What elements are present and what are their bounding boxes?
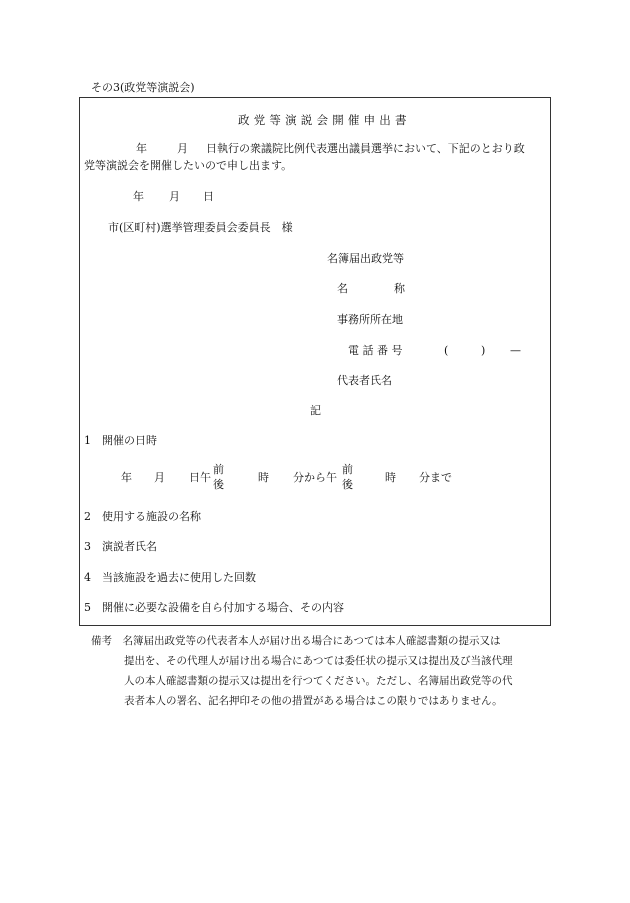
item-3-speakers: 3 演説者氏名 xyxy=(84,540,157,553)
schedule-hour-start: 時 xyxy=(258,471,269,484)
name-label-char2: 称 xyxy=(394,282,405,295)
intro-month: 月 xyxy=(177,142,188,155)
ampm-stack-start xyxy=(213,462,224,492)
ampm-start-go: 後 xyxy=(213,478,224,491)
remarks-line-1: 備考 名簿届出政党等の代表者本人が届け出る場合にあつては本人確認書類の提示又は xyxy=(91,635,501,647)
item-1-datetime: 1 開催の日時 xyxy=(84,434,157,447)
date-year: 年 xyxy=(133,190,144,203)
schedule-month: 月 xyxy=(154,471,165,484)
date-day: 日 xyxy=(203,190,214,203)
intro-text-line1: 日執行の衆議院比例代表選出議員選挙において、下記のとおり政 xyxy=(206,142,525,155)
remarks-line-3: 人の本人確認書類の提示又は提出を行つてください。ただし、名簿届出政党等の代 xyxy=(124,675,513,687)
schedule-min-from: 分から午 xyxy=(293,471,337,484)
schedule-year: 年 xyxy=(121,471,132,484)
ki-label: 記 xyxy=(310,404,321,417)
phone-label: 電 話 番 号 xyxy=(348,344,403,357)
intro-year: 年 xyxy=(136,142,147,155)
form-header: その3(政党等演説会) xyxy=(91,81,195,94)
ampm-end-zen: 前 xyxy=(342,463,353,476)
schedule-min-until: 分まで xyxy=(419,471,452,484)
schedule-day-prefix: 日午 xyxy=(189,471,211,484)
addressee: 市(区町村)選挙管理委員会委員長 様 xyxy=(108,221,293,234)
ampm-start-zen: 前 xyxy=(213,463,224,476)
schedule-hour-end: 時 xyxy=(385,471,396,484)
office-label: 事務所所在地 xyxy=(337,313,403,326)
remarks-line-4: 表者本人の署名、記名押印その他の措置がある場合はこの限りではありません。 xyxy=(124,695,503,707)
item-5-equipment: 5 開催に必要な設備を自ら付加する場合、その内容 xyxy=(84,601,344,614)
phone-open-paren: ( xyxy=(444,344,449,357)
remarks-line-2: 提出を、その代理人が届け出る場合にあつては委任状の提示又は提出及び当該代理 xyxy=(124,655,513,667)
ampm-end-go: 後 xyxy=(342,478,353,491)
phone-dash: — xyxy=(510,344,521,357)
ampm-stack-end xyxy=(342,462,353,492)
item-2-facility: 2 使用する施設の名称 xyxy=(84,510,201,523)
item-4-usage-count: 4 当該施設を過去に使用した回数 xyxy=(84,571,256,584)
intro-text-line2: 党等演説会を開催したいので申し出ます。 xyxy=(84,159,293,172)
date-month: 月 xyxy=(169,190,180,203)
phone-close-paren: ) xyxy=(481,344,486,357)
party-label: 名簿届出政党等 xyxy=(327,252,404,265)
form-title: 政党等演説会開催申出書 xyxy=(238,113,411,127)
representative-label: 代表者氏名 xyxy=(337,374,392,387)
name-label-char1: 名 xyxy=(337,282,348,295)
